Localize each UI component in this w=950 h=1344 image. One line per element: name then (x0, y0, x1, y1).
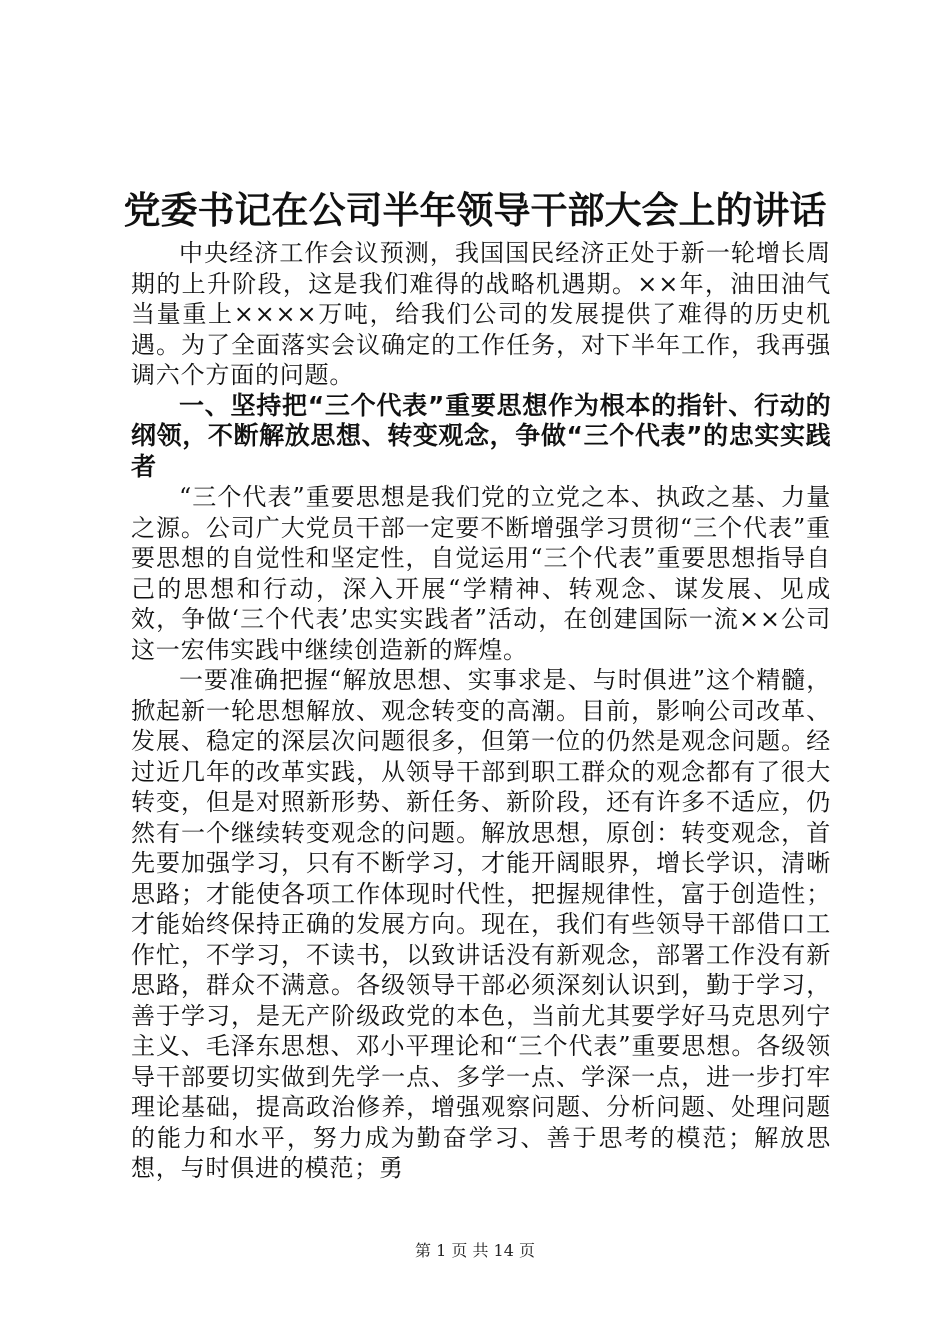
section-1-paragraph-2: 一要准确把握“解放思想、实事求是、与时俱进”这个精髓，掀起新一轮思想解放、观念转变的高潮。目前，影响公司改革、发展、稳定的深层次问题很多，但第一位的仍然是观念问题。经过近几年的改革实践，从领导干部到职工群众的观念都有了很大转变，但是对照新形势、新任务、新阶段，还有许多不适应，仍然有一个继续转变观念的问题。解放思想，原创：转变观念，首先要加强学习，只有不断学习，才能开阔眼界，增长学识，清晰思路；才能使各项工作体现时代性，把握规律性，富于创造性；才能始终保持正确的发展方向。现在，我们有些领导干部借口工作忙，不学习，不读书，以致讲话没有新观念，部署工作没有新思路，群众不满意。各级领导干部必须深刻认识到，勤于学习，善于学习，是无产阶级政党的本色，当前尤其要学好马克思列宁主义、毛泽东思想、邓小平理论和“三个代表”重要思想。各级领导干部要切实做到先学一点、多学一点、学深一点，进一步打牢理论基础，提高政治修养，增强观察问题、分析问题、处理问题的能力和水平，努力成为勤奋学习、善于思考的模范；解放思想，与时俱进的模范；勇 (131, 666, 831, 1182)
intro-paragraph: 中央经济工作会议预测，我国国民经济正处于新一轮增长周期的上升阶段，这是我们难得的战略机遇期。××年，油田油气当量重上××××万吨，给我们公司的发展提供了难得的历史机遇。为了全面落实会议确定的工作任务，对下半年工作，我再强调六个方面的问题。 (131, 239, 831, 389)
page-number-footer: 第 1 页 共 14 页 (415, 1241, 535, 1260)
document-title: 党委书记在公司半年领导干部大会上的讲话 (123, 189, 827, 232)
document-body (131, 238, 831, 1184)
section-1-heading: 一、坚持把“三个代表”重要思想作为根本的指针、行动的纲领，不断解放思想、转变观念，争做“三个代表”的忠实实践者 (131, 390, 831, 481)
section-1-paragraph-1: “三个代表”重要思想是我们党的立党之本、执政之基、力量之源。公司广大党员干部一定要不断增强学习贯彻“三个代表”重要思想的自觉性和坚定性，自觉运用“三个代表”重要思想指导自己的思想和行动，深入开展“学精神、转观念、谋发展、见成效，争做‘三个代表’忠实实践者”活动，在创建国际一流××公司这一宏伟实践中继续创造新的辉煌。 (131, 483, 831, 664)
